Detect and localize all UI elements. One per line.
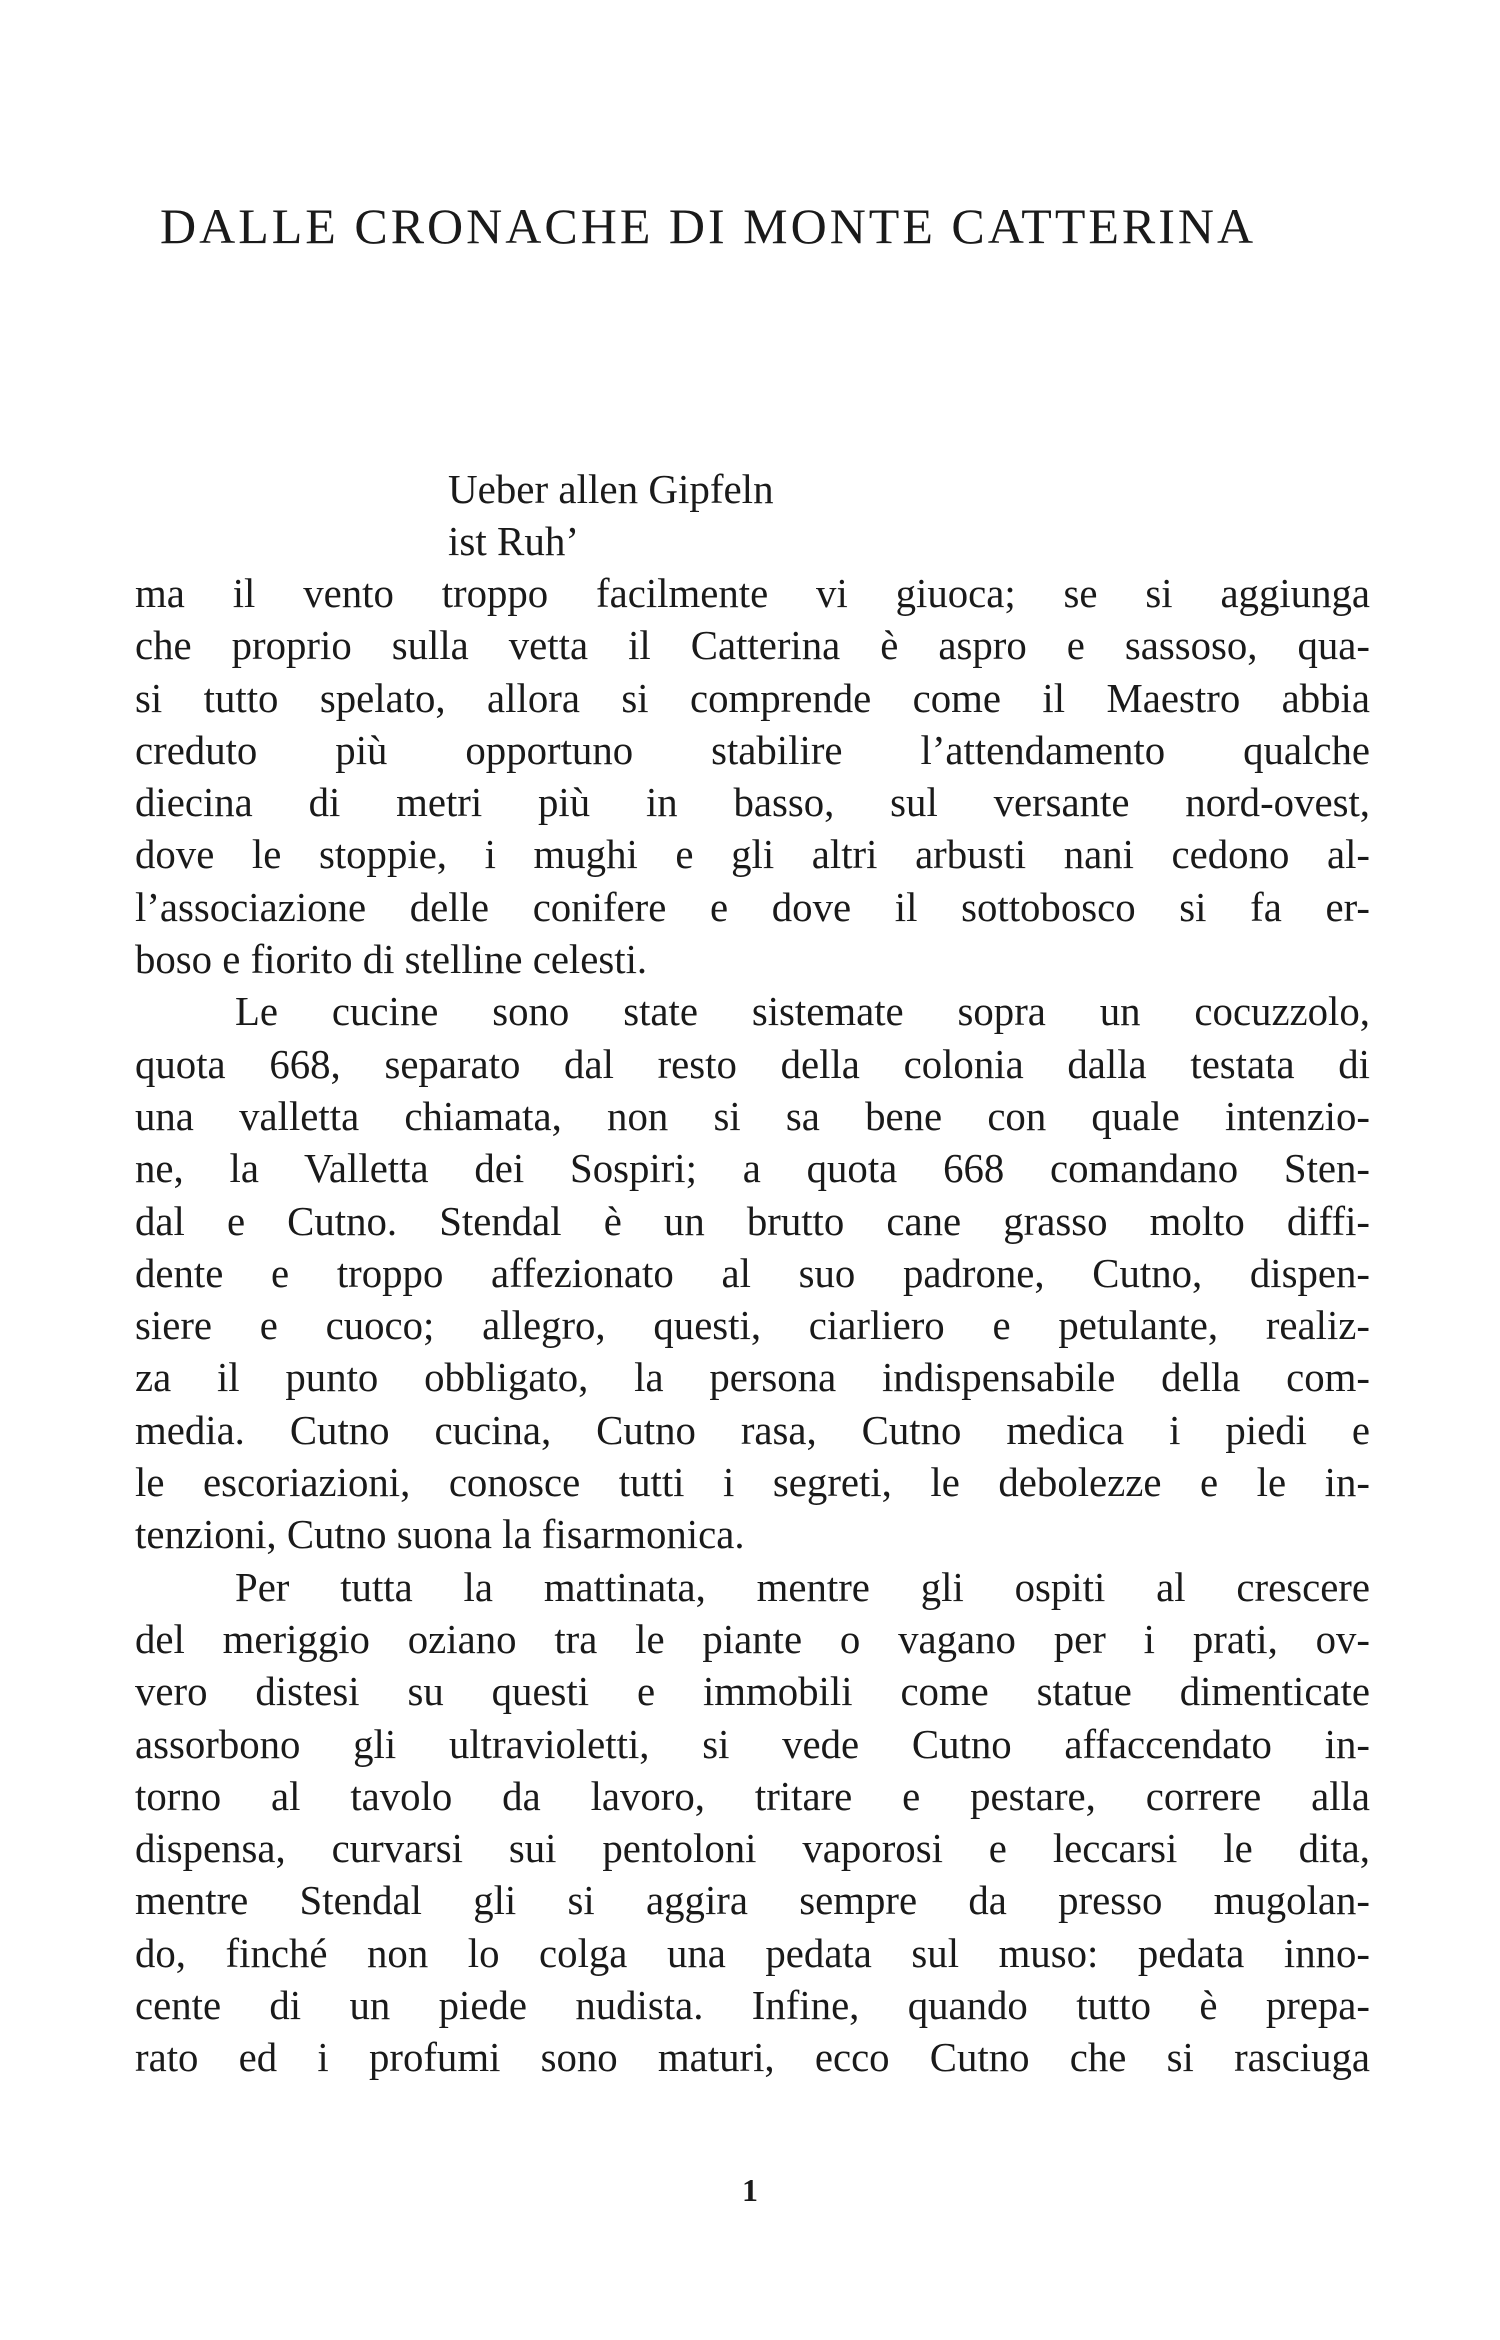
text-line: cente di un piede nudista. Infine, quando tutto è prepa- — [135, 1983, 1370, 2029]
text-line: del meriggio oziano tra le piante o vagano per i prati, ov- — [135, 1616, 1370, 1662]
text-line: diecina di metri più in basso, sul versante nord-ovest, — [135, 780, 1370, 826]
text-line: vero distesi su questi e immobili come statue dimenticate — [135, 1669, 1370, 1715]
text-line: ma il vento troppo facilmente vi giuoca; se si aggiunga — [135, 571, 1370, 616]
chapter-title: DALLE CRONACHE DI MONTE CATTERINA — [160, 198, 1257, 254]
text-line: rato ed i profumi sono maturi, ecco Cutno che si rasciuga — [135, 2035, 1370, 2081]
text-line: creduto più opportuno stabilire l’attendamento qualche — [135, 727, 1370, 773]
text-line: Per tutta la mattinata, mentre gli ospiti al crescere — [235, 1564, 1370, 1610]
text-line: boso e fiorito di stelline celesti. — [135, 937, 648, 983]
epigraph-line-1: Ueber allen Gipfeln — [448, 466, 774, 512]
text-line: quota 668, separato dal resto della colonia dalla testata di — [135, 1041, 1370, 1087]
text-line: le escoriazioni, conosce tutti i segreti, le debolezze e le in- — [135, 1460, 1370, 1506]
text-line: za il punto obbligato, la persona indispensabile della com- — [135, 1355, 1370, 1401]
text-line: l’associazione delle conifere e dove il sottobosco si fa er- — [135, 884, 1370, 930]
text-line: siere e cuoco; allegro, questi, ciarliero e petulante, realiz- — [135, 1303, 1370, 1349]
epigraph-line-2: ist Ruh’ — [448, 518, 579, 564]
text-line: dal e Cutno. Stendal è un brutto cane grasso molto diffi- — [135, 1198, 1370, 1244]
text-line: mentre Stendal gli si aggira sempre da presso mugolan- — [135, 1878, 1370, 1924]
epigraph — [448, 463, 774, 567]
text-line: dove le stoppie, i mughi e gli altri arbusti nani cedono al- — [135, 832, 1370, 878]
text-line: una valletta chiamata, non si sa bene con quale intenzio- — [135, 1093, 1370, 1139]
text-line: si tutto spelato, allora si comprende come il Maestro abbia — [135, 675, 1370, 721]
text-line: Le cucine sono state sistemate sopra un cocuzzolo, — [235, 989, 1370, 1035]
text-line: assorbono gli ultravioletti, si vede Cutno affaccendato in- — [135, 1721, 1370, 1767]
body-text — [135, 568, 1370, 2085]
text-line: torno al tavolo da lavoro, tritare e pestare, correre alla — [135, 1773, 1370, 1819]
text-line: che proprio sulla vetta il Catterina è aspro e sassoso, qua- — [135, 623, 1370, 669]
page-number: 1 — [742, 2172, 758, 2208]
text-line: ne, la Valletta dei Sospiri; a quota 668 comandano Sten- — [135, 1146, 1370, 1192]
text-line: media. Cutno cucina, Cutno rasa, Cutno medica i piedi e — [135, 1407, 1370, 1453]
text-line: dente e troppo affezionato al suo padrone, Cutno, dispen- — [135, 1250, 1370, 1296]
text-line: do, finché non lo colga una pedata sul muso: pedata inno- — [135, 1930, 1370, 1976]
text-line: tenzioni, Cutno suona la fisarmonica. — [135, 1512, 745, 1558]
text-line: dispensa, curvarsi sui pentoloni vaporosi e leccarsi le dita, — [135, 1826, 1370, 1872]
